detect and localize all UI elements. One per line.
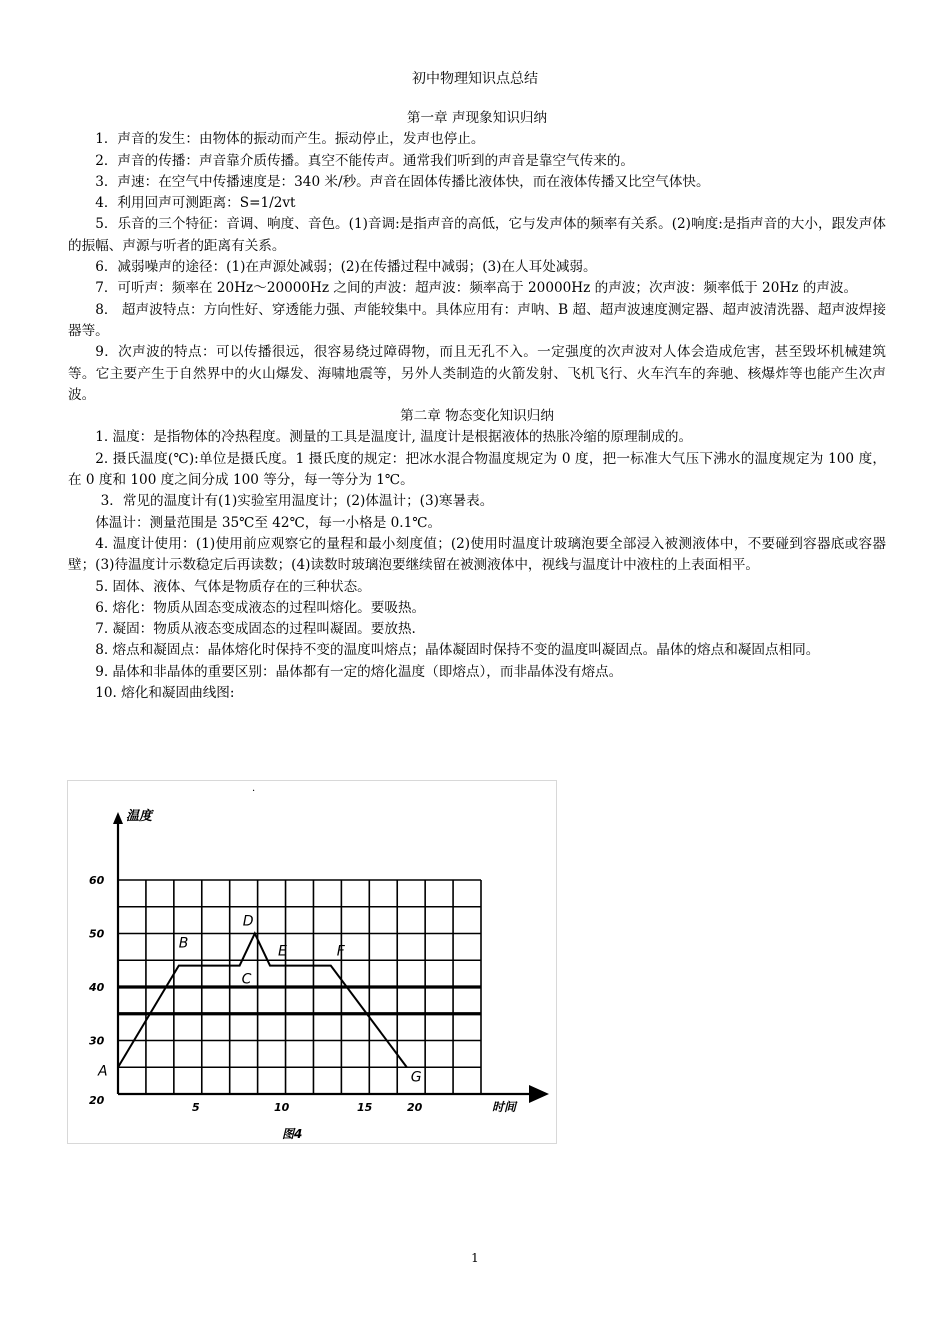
chapter-1-item: 2．声音的传播：声音靠介质传播。真空不能传声。通常我们听到的声音是靠空气传来的。 — [95, 152, 634, 169]
chapter-1-item: 3．声速：在空气中传播速度是：340 米/秒。声音在固体传播比液体快，而在液体传播又比空气体快。 — [95, 173, 710, 190]
point-label-e: E — [278, 943, 287, 960]
figure-caption: 图4 — [282, 1127, 303, 1141]
chapter-2-item: 5. 固体、液体、气体是物质存在的三种状态。 — [95, 578, 371, 595]
point-label-d: D — [242, 913, 254, 930]
y-tick-label: 40 — [89, 981, 105, 994]
page-number: 1 — [471, 1251, 479, 1265]
y-tick-label: 20 — [89, 1094, 105, 1107]
chapter-2-item: 10. 熔化和凝固曲线图: — [95, 685, 235, 702]
y-tick-label: 60 — [89, 874, 105, 887]
chapter-2-item: 8. 熔点和凝固点：晶体熔化时保持不变的温度叫熔点；晶体凝固时保持不变的温度叫凝固点。晶体的熔点和凝固点相同。 — [95, 642, 820, 659]
document-title: 初中物理知识点总结 — [412, 71, 538, 87]
chapter-1-item: 9．次声波的特点：可以传播很远，很容易绕过障碍物，而且无孔不入。一定强度的次声波对人体会造成危害，甚至毁坏机械建筑等。它主要产生于自然界中的火山爆发、海啸地震等，另外人类制造的火箭发射、飞机飞行、火车汽车的奔驰、核爆炸等也能产生次声波。 — [68, 344, 886, 403]
chapter-1-item: 1．声音的发生：由物体的振动而产生。振动停止，发声也停止。 — [95, 131, 485, 148]
chapter-1-item: 8． 超声波特点：方向性好、穿透能力强、声能较集中。具体应用有：声呐、B 超、超声波速度测定器、超声波清洗器、超声波焊接器等。 — [68, 301, 886, 339]
point-label-a: A — [98, 1063, 108, 1080]
x-tick-label: 20 — [407, 1101, 423, 1114]
chapter-1-item: 5．乐音的三个特征：音调、响度、音色。(1)音调:是指声音的高低，它与发声体的频率有关系。(2)响度:是指声音的大小，跟发声体的振幅、声源与听者的距离有关系。 — [68, 216, 886, 254]
chapter-2-item: 6. 熔化：物质从固态变成液态的过程叫熔化。要吸热。 — [95, 599, 426, 616]
x-tick-label: 5 — [192, 1101, 200, 1114]
y-tick-label: 30 — [89, 1034, 105, 1048]
chapter-2-item: 7. 凝固：物质从液态变成固态的过程叫凝固。要放热. — [95, 621, 416, 638]
x-axis-title: 时间 — [492, 1100, 517, 1114]
point-label-c: C — [241, 971, 252, 988]
y-tick-label: 50 — [89, 927, 105, 941]
chapter-2-item: 4. 温度计使用：(1)使用前应观察它的量程和最小刻度值；(2)使用时温度计玻璃泡要全部浸入被测液体中，不要碰到容器底或容器壁；(3)待温度计示数稳定后再读数；(4)读数时玻璃泡要继续留在被测液体中，视线与温度计中液柱的上表面相平。 — [68, 535, 886, 574]
x-tick-label: 15 — [357, 1101, 373, 1114]
chapter-2-item: 2. 摄氏温度(℃):单位是摄氏度。1 摄氏度的规定：把冰水混合物温度规定为 0 度，把一标准大气压下沸水的温度规定为 100 度，在 0 度和 100 度之间分成 100 等分，每一等分为 1℃。 — [68, 450, 886, 489]
y-axis-title: 温度 — [126, 809, 153, 824]
melting-curve-chart — [67, 780, 557, 1144]
figure-dot-mark: · — [252, 786, 256, 797]
chapter-1-item: 6．减弱噪声的途径：(1)在声源处减弱；(2)在传播过程中减弱；(3)在人耳处减弱。 — [95, 259, 597, 276]
chapter-2-item: 9. 晶体和非晶体的重要区别：晶体都有一定的熔化温度（即熔点），而非晶体没有熔点。 — [95, 663, 623, 680]
chapter-1-item: 4．利用回声可测距离：S=1/2vt — [95, 195, 296, 212]
document-body — [68, 108, 886, 704]
figure-frame — [68, 781, 557, 1144]
chapter-2-item: 3．常见的温度计有(1)实验室用温度计；(2)体温计；(3)寒暑表。 — [100, 493, 494, 510]
chapter-1-item: 7．可听声：频率在 20Hz～20000Hz 之间的声波：超声波：频率高于 20000Hz 的声波；次声波：频率低于 20Hz 的声波。 — [95, 280, 858, 297]
point-label-g: G — [410, 1069, 422, 1086]
chapter-2-item: 体温计：测量范围是 35℃至 42℃，每一小格是 0.1℃。 — [95, 514, 442, 531]
point-label-f: F — [336, 943, 345, 960]
chapter-1-heading: 第一章 声现象知识归纳 — [406, 110, 548, 126]
melting-curve-figure — [67, 780, 557, 1144]
point-label-b: B — [178, 935, 189, 952]
chapter-2-heading: 第二章 物态变化知识归纳 — [400, 408, 554, 425]
x-tick-label: 10 — [274, 1101, 290, 1114]
chapter-2-item: 1. 温度：是指物体的冷热程度。测量的工具是温度计, 温度计是根据液体的热胀冷缩的原理制成的。 — [95, 429, 693, 446]
